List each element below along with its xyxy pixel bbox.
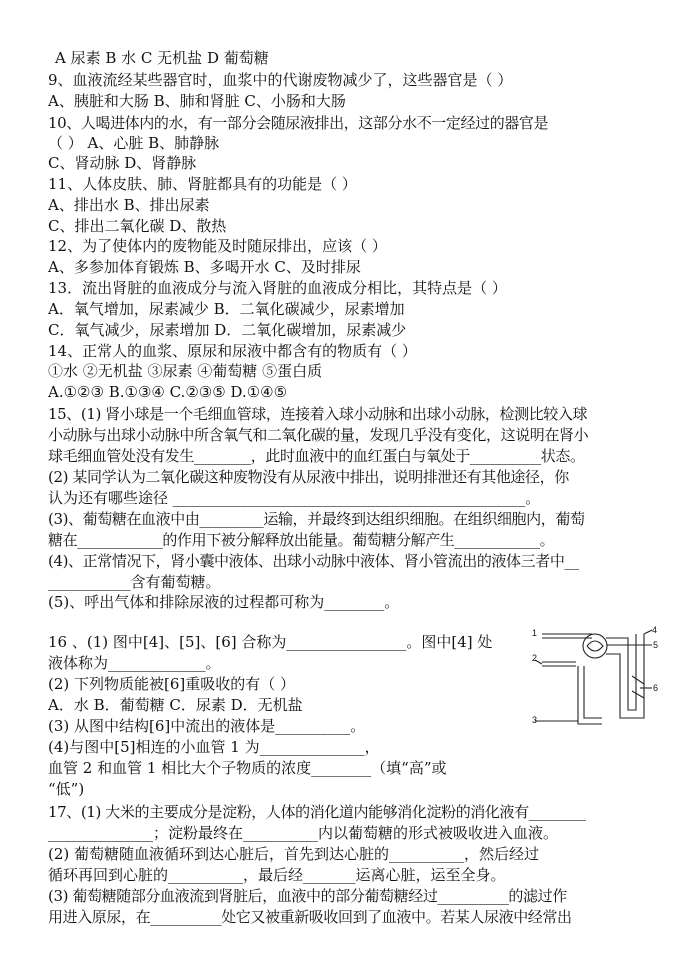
q16-part4-line1: (4)与图中[5]相连的小血管 1 为______________， (48, 738, 380, 756)
q13-options-a-b: A．氧气增加，尿素减少 B．二氧化碳减少，尿素增加 (48, 300, 405, 318)
q10-options-a-b: （ ） A、心脏 B、肺静脉 (48, 134, 220, 152)
q16-part2: (2) 下列物质能被[6]重吸收的有（ ） (48, 675, 296, 693)
label-2: 2 (532, 653, 538, 663)
vessel-1 (542, 634, 592, 638)
label-1: 1 (532, 628, 538, 638)
q16-part4-line2: 血管 2 和血管 1 相比大个子物质的浓度________（填“高”或 (48, 759, 447, 777)
q15-part4-line2: ___________含有葡萄糖。 (48, 573, 221, 591)
q14-options: A.①②③ B.①③④ C.②③⑤ D.①④⑤ (48, 383, 288, 401)
q13-options-c-d: C．氧气减少，尿素增加 D．二氧化碳增加，尿素减少 (48, 321, 407, 339)
q9-options: A、胰脏和大肠 B、肺和肾脏 C、小肠和大肠 (48, 92, 346, 110)
label-3: 3 (532, 715, 538, 725)
vessel-3 (578, 666, 602, 724)
q11-stem: 11、人体皮肤、肺、肾脏都具有的功能是（ ） (48, 175, 357, 193)
q17-part2-line1: (2) 葡萄糖随血液循环到达心脏后，首先到达心脏的__________，然后经过 (48, 845, 540, 863)
vessel-2 (542, 662, 576, 666)
q17-part2-line2: 循环再回到心脏的__________，最后经_______运离心脏，运至全身。 (48, 866, 506, 884)
nephron-diagram (532, 626, 662, 728)
q10-stem: 10、人喝进体内的水，有一部分会随尿液排出，这部分水不一定经过的器官是 (48, 114, 549, 132)
q15-part2-line2: 认为还有哪些途径 _______________________________________________。 (48, 489, 541, 507)
q16-part4-line3: “低”) (48, 780, 85, 798)
q15-part3-line2: 糖在____________的作用下被分解释放出能量。葡萄糖分解产生____________。 (48, 531, 555, 549)
label-6: 6 (653, 683, 659, 693)
q11-options-c-d: C、排出二氧化碳 D、散热 (48, 217, 227, 235)
q15-part5: (5)、呼出气体和排除尿液的过程都可称为________。 (48, 593, 400, 611)
q14-stem: 14、正常人的血浆、原尿和尿液中都含有的物质有（ ） (48, 342, 417, 360)
q16-part2-options: A．水 B．葡萄糖 C．尿素 D．无机盐 (48, 696, 303, 714)
q15-part1-line3: 球毛细血管处没有发生________，此时血液中的血红蛋白与氧处于__________状态。 (48, 447, 585, 465)
q13-stem: 13．流出肾脏的血液成分与流入肾脏的血液成分相比，其特点是（ ） (48, 279, 507, 297)
q12-options: A、多参加体育锻炼 B、多喝开水 C、及时排尿 (48, 258, 361, 276)
glomerulus (587, 641, 603, 651)
q17-part1-line1: 17、(1) 大米的主要成分是淀粉，人体的消化道内能够消化淀粉的消化液有________ (48, 803, 586, 821)
label-5: 5 (653, 640, 659, 650)
q15-part2-line1: (2) 某同学认为二氧化碳这种废物没有从尿液中排出，说明排泄还有其他途径，你 (48, 468, 569, 486)
tubule-inner (606, 634, 644, 718)
q14-items: ①水 ②无机盐 ③尿素 ④葡萄糖 ⑤蛋白质 (48, 362, 323, 380)
q10-options-c-d: C、肾动脉 D、肾静脉 (48, 154, 197, 172)
q17-part3-line2: 用进入原尿，在__________处它又被重新吸收回到了血液中。若某人尿液中经常出 (48, 908, 572, 926)
q15-part1-line1: 15、(1) 肾小球是一个毛细血管球，连接着入球小动脉和出球小动脉，检测比较入球 (48, 405, 588, 423)
q16-part3: (3) 从图中结构[6]中流出的液体是__________。 (48, 717, 366, 735)
q11-options-a-b: A、排出水 B、排出尿素 (48, 196, 210, 214)
q8-options: A 尿素 B 水 C 无机盐 D 葡萄糖 (55, 49, 269, 67)
vessel-3-inner (584, 666, 602, 718)
q17-part3-line1: (3) 葡萄糖随部分血液流到肾脏后，血液中的部分葡萄糖经过__________的滤过作 (48, 887, 567, 905)
q9-stem: 9、血液流经某些器官时，血浆中的代谢废物减少了，这些器官是（ ） (48, 71, 513, 89)
q16-part1-line2: 液体称为_____________。 (48, 654, 221, 672)
q15-part1-line2: 小动脉与出球小动脉中所含氧气和二氧化碳的量，发现几乎没有变化，这说明在肾小 (48, 426, 589, 444)
q12-stem: 12、为了使体内的废物能及时随尿排出，应该（ ） (48, 237, 387, 255)
q16-part1-line1: 16 、(1) 图中[4]、[5]、[6] 合称为________________。图中[4] 处 (48, 633, 493, 651)
q15-part4-line1: (4)、正常情况下，肾小囊中液体、出球小动脉中液体、肾小管流出的液体三者中__ (48, 552, 579, 570)
q15-part3-line1: (3)、葡萄糖在血液中由_________运输，并最终到达组织细胞。在组织细胞内，葡萄 (48, 510, 585, 528)
label-4: 4 (652, 626, 658, 635)
q17-part1-line2: ______________；淀粉最终在__________内以葡萄糖的形式被吸收进入血液。 (48, 824, 559, 842)
